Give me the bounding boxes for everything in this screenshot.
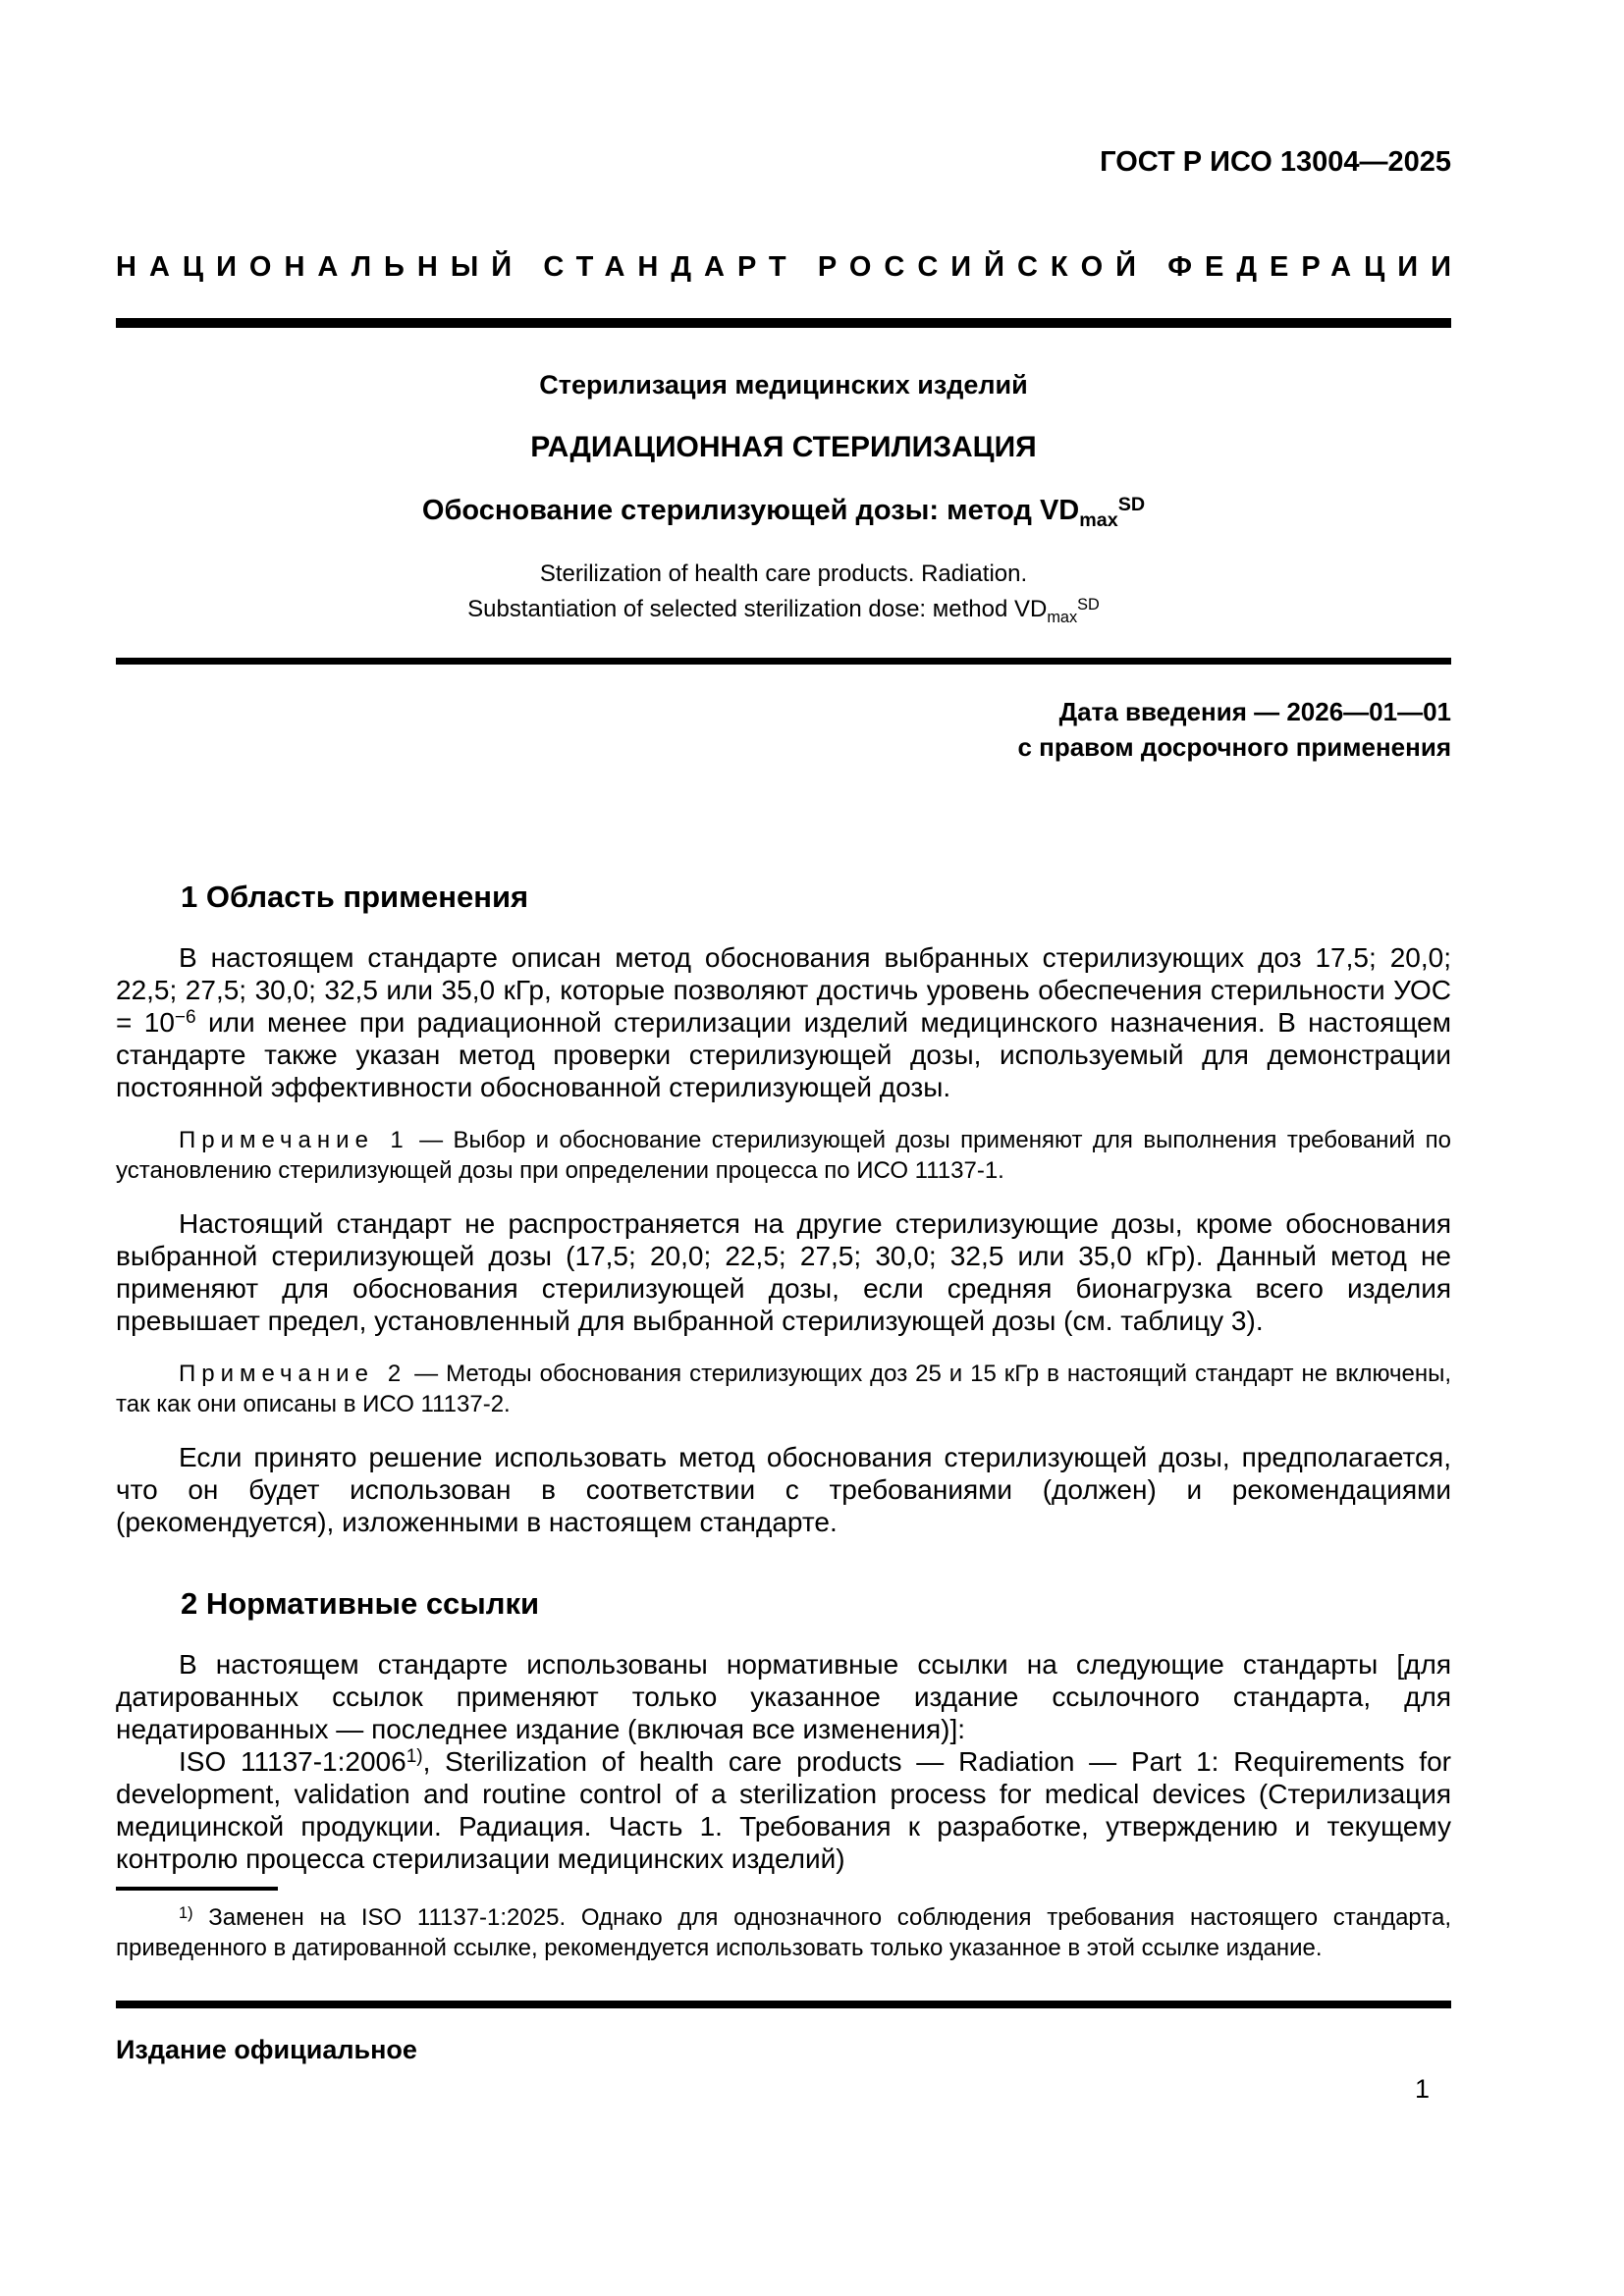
paragraph-text: или менее при радиационной стерилизации изделий медицинского назначения. В настоящем стандарте также указан метод проверки стерилизующей дозы, используемый для демонстрации постоянной эффективности обоснованной стерилизующей дозы. (116, 1007, 1451, 1102)
footnote-rule (116, 1887, 278, 1891)
page-number: 1 (1414, 2074, 1430, 2104)
normative-reference (116, 1745, 1451, 1875)
standard-word: РОССИЙСКОЙ (817, 251, 1150, 283)
title-method-en-text: Substantiation of selected sterilization dose: мethod VD (467, 596, 1048, 622)
note-text: — Выбор и обоснование стерилизующей дозы применяют для выполнения требований по установлению стерилизующей дозы при определении процесса по ИСО 11137-1. (116, 1127, 1451, 1184)
effective-date-line: Дата введения — 2026—01—01 (1058, 697, 1451, 726)
doc-number: ГОСТ Р ИСО 13004—2025 (1100, 146, 1451, 178)
footnote-block (116, 1887, 1451, 1963)
footnote-body: Заменен на ISO 11137-1:2025. Однако для однозначного соблюдения требования настоящего стандарта, приведенного в датированной ссылке, рекомендуется использовать только указанное в этой ссылке издание. (116, 1904, 1451, 1961)
note-text: — Методы обоснования стерилизующих доз 25 и 15 кГр в настоящий стандарт не включены, так как они описаны в ИСО 11137-2. (116, 1361, 1451, 1417)
title-subject-en: Sterilization of health care products. Radiation. (539, 561, 1028, 587)
footnote-marker: 1) (179, 1903, 193, 1922)
title-method-sub: max (1079, 509, 1118, 532)
section-1-paragraph-3: Если принято решение использовать метод обоснования стерилизующей дозы, предполагается, что он будет использован в соответствии с требованиями (должен) и рекомендациями (рекомендуется), изложенными в настоящем стандарте. (116, 1442, 1451, 1537)
early-application-line: с правом досрочного применения (1017, 732, 1451, 762)
paragraph-text: В настоящем стандарте описан метод обоснования выбранных стерилизующих доз 17,5; 20,0; 22,5; 27,5; 30,0; 32,5 или 35,0 кГр, которые позволяют достичь уровень обеспечения стерильности УОС = 10 (116, 942, 1451, 1038)
content-column (116, 0, 1464, 1875)
title-subject-ru: Стерилизация медицинских изделий (539, 370, 1028, 400)
note-2 (116, 1359, 1451, 1419)
standard-word: ФЕДЕРАЦИИ (1167, 251, 1464, 283)
title-type-ru: РАДИАЦИОННАЯ СТЕРИЛИЗАЦИЯ (530, 431, 1037, 463)
title-method-ru (116, 491, 1451, 530)
section-1-paragraph-1 (116, 941, 1451, 1103)
reference-text: , Sterilization of health care products — Radiation — Part 1: Requirements for development, validation and routine control of a sterilization process for medical devices (Стерилизация медицинской продукции. Радиация. Часть 1. Требования к разработке, утверждению и текущему контролю процесса стерилизации медицинских изделий) (116, 1746, 1451, 1874)
footnote-text (116, 1902, 1451, 1963)
standard-word: СТАНДАРТ (543, 251, 799, 283)
section-1-paragraph-2: Настоящий стандарт не распространяется на другие стерилизующие дозы, кроме обоснования выбранной стерилизующей дозы (17,5; 20,0; 22,5; 27,5; 30,0; 32,5 или 35,0 кГр). Данный метод не применяют для обоснования стерилизующей дозы, если средняя бионагрузка всего изделия превышает предел, установленный для выбранной стерилизующей дозы (см. таблицу 3). (116, 1208, 1451, 1336)
note-1 (116, 1125, 1451, 1186)
footnote-marker-ref: 1) (406, 1746, 423, 1768)
title-method-sup: SD (1117, 494, 1146, 516)
footer-rule (116, 2001, 1451, 2008)
section-2-heading: 2 Нормативные ссылки (181, 1586, 540, 1621)
title-method-en-sup: SD (1077, 595, 1100, 614)
title-method-en (116, 593, 1451, 626)
exponent: −6 (174, 1007, 196, 1029)
edition-note: Издание официальное (116, 2035, 417, 2064)
header-rule (116, 318, 1451, 328)
title-rule (116, 658, 1451, 665)
standard-word: НАЦИОНАЛЬНЫЙ (116, 251, 525, 283)
note-label: Примечание 2 (179, 1361, 407, 1387)
section-2-paragraph-1: В настоящем стандарте использованы нормативные ссылки на следующие стандарты [для датированных ссылок применяют только указанное издание ссылочного стандарта, для недатированных — последнее издание (включая все изменения)]: (116, 1649, 1451, 1744)
section-1-heading: 1 Область применения (181, 880, 529, 914)
note-label: Примечание 1 (179, 1127, 409, 1153)
reference-text: ISO 11137-1:2006 (179, 1746, 406, 1777)
title-method-ru-text: Обоснование стерилизующей дозы: метод VD (421, 495, 1080, 526)
title-method-en-sub: max (1047, 609, 1078, 627)
national-standard-heading (116, 249, 1464, 285)
effective-date-block (116, 694, 1451, 765)
title-block (116, 369, 1451, 626)
